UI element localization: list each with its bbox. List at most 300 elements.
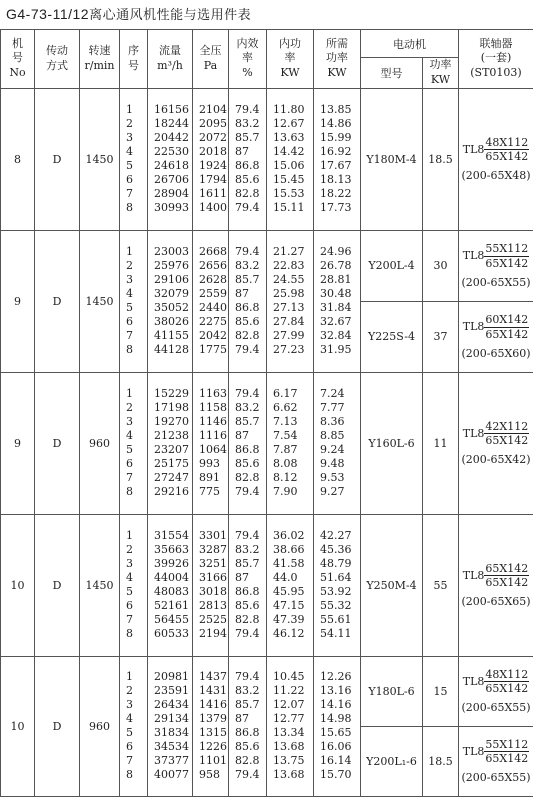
cell-value: 29106 (154, 273, 189, 287)
cell-value: 45.95 (273, 585, 305, 599)
header-text: (ST0103) (470, 66, 522, 80)
cell-value: 79.4 (235, 485, 260, 499)
header-required-power (314, 30, 361, 89)
cell-value: 32.67 (320, 315, 352, 329)
cell-value: 2628 (199, 273, 227, 287)
coupling-type: TL8 (462, 320, 485, 334)
cell-value: 79.4 (235, 343, 260, 357)
cell-value: 2668 (199, 244, 227, 258)
header-text: 传动 (46, 44, 68, 57)
cell-value: 1400 (199, 201, 227, 215)
cell-value: 1116 (199, 429, 227, 443)
cell-value: 85.7 (235, 698, 260, 712)
coupling-numerator: 55X112 (485, 242, 529, 256)
header-motor-power (423, 58, 459, 89)
cell-value: 41155 (154, 329, 189, 343)
cell-value: 87 (235, 429, 249, 443)
cell-value: 6 (126, 457, 133, 471)
cell-value: 3 (126, 557, 133, 571)
cell-value: 46.12 (273, 627, 305, 641)
cell-value: 47.15 (273, 599, 305, 613)
cell-value: 23591 (154, 683, 189, 697)
cell-value: 79.4 (235, 627, 260, 641)
cell-motor-power: 15 (423, 656, 459, 726)
header-text: r/min (84, 58, 115, 72)
cell-value: 12.77 (273, 712, 305, 726)
coupling-fraction (484, 242, 529, 269)
header-text: 序 (128, 44, 139, 57)
cell-required-power (314, 514, 361, 656)
header-text: 率 (284, 51, 296, 65)
cell-value: 6.17 (273, 386, 298, 400)
header-pressure (193, 30, 229, 89)
cell-value: 2104 (199, 102, 227, 116)
cell-required-power (314, 88, 361, 230)
cell-value: 54.11 (320, 627, 352, 641)
cell-value: 6 (126, 740, 133, 754)
cell-required-power (314, 230, 361, 372)
cell-value: 1775 (199, 343, 227, 357)
cell-value: 9.48 (320, 457, 345, 471)
coupling-numerator: 42X112 (485, 419, 529, 433)
cell-value: 83.2 (235, 400, 260, 414)
coupling-numerator: 48X112 (485, 135, 529, 149)
cell-value: 27247 (154, 471, 189, 485)
coupling-fraction (484, 136, 529, 163)
cell-value: 87 (235, 145, 249, 159)
cell-value: 8.12 (273, 471, 298, 485)
cell-flow (148, 372, 193, 514)
cell-value: 7.54 (273, 429, 298, 443)
cell-value: 12.67 (273, 116, 305, 130)
cell-value: 29134 (154, 712, 189, 726)
header-text: 率 (242, 51, 253, 65)
cell-pressure (193, 514, 229, 656)
cell-value: 6 (126, 599, 133, 613)
cell-value: 9.24 (320, 443, 345, 457)
cell-value: 1431 (199, 683, 227, 697)
cell-motor-model: Y200L-4 (361, 230, 423, 301)
cell-value: 83.2 (235, 258, 260, 272)
header-text: 全压 (199, 44, 222, 57)
cell-value: 79.4 (235, 669, 260, 683)
cell-internal-power (267, 514, 314, 656)
cell-value: 79.4 (235, 244, 260, 258)
cell-value: 86.8 (235, 443, 260, 457)
performance-table (0, 29, 533, 797)
cell-value: 20442 (154, 131, 189, 145)
cell-value: 1 (126, 244, 133, 258)
coupling-code: (200-65X55) (461, 771, 531, 785)
header-text: m³/h (157, 58, 183, 72)
cell-value: 12.07 (273, 698, 305, 712)
cell-value: 1611 (199, 187, 227, 201)
cell-value: 37377 (154, 754, 189, 768)
cell-motor-power: 18.5 (423, 88, 459, 230)
cell-value: 48083 (154, 585, 189, 599)
cell-value: 3 (126, 698, 133, 712)
cell-value: 3 (126, 273, 133, 287)
cell-value: 85.6 (235, 315, 260, 329)
cell-value: 44128 (154, 343, 189, 357)
cell-value: 4 (126, 429, 133, 443)
cell-speed: 960 (80, 372, 120, 514)
header-text: (一套) (480, 51, 512, 65)
cell-value: 18.22 (320, 187, 352, 201)
cell-value: 1 (126, 102, 133, 116)
cell-value: 2656 (199, 258, 227, 272)
header-text: 流量 (159, 44, 181, 57)
cell-value: 9.27 (320, 485, 345, 499)
cell-value: 3018 (199, 585, 227, 599)
cell-value: 35052 (154, 301, 189, 315)
cell-value: 8.36 (320, 415, 345, 429)
coupling-numerator: 48X112 (485, 667, 529, 681)
header-text: KW (280, 66, 300, 80)
cell-value: 14.42 (273, 145, 305, 159)
cell-value: 27.99 (273, 329, 305, 343)
cell-value: 26.78 (320, 258, 352, 272)
cell-motor-power: 55 (423, 514, 459, 656)
cell-value: 85.6 (235, 173, 260, 187)
cell-value: 22.83 (273, 258, 305, 272)
header-coupling (459, 30, 533, 89)
cell-value: 31.95 (320, 343, 352, 357)
cell-value: 2525 (199, 613, 227, 627)
cell-drive: D (35, 514, 80, 656)
header-internal-power (267, 30, 314, 89)
cell-value: 87 (235, 571, 249, 585)
header-text: Pa (203, 58, 218, 72)
cell-value: 17.73 (320, 201, 352, 215)
cell-internal-power (267, 88, 314, 230)
header-text: 机 (12, 36, 23, 50)
cell-value: 31.84 (320, 301, 352, 315)
cell-speed: 1450 (80, 514, 120, 656)
cell-value: 14.16 (320, 698, 352, 712)
cell-value: 28.81 (320, 273, 352, 287)
cell-value: 19270 (154, 415, 189, 429)
cell-coupling (459, 230, 533, 301)
cell-value: 3301 (199, 528, 227, 542)
cell-value: 7.87 (273, 443, 298, 457)
cell-value: 83.2 (235, 116, 260, 130)
cell-value: 45.36 (320, 542, 352, 556)
cell-value: 1101 (199, 754, 227, 768)
cell-value: 21.27 (273, 244, 305, 258)
cell-value: 79.4 (235, 528, 260, 542)
cell-efficiency (229, 656, 267, 796)
cell-value: 7.77 (320, 400, 345, 414)
cell-drive: D (35, 372, 80, 514)
cell-seq (120, 230, 148, 372)
coupling-numerator: 60X142 (485, 313, 529, 327)
cell-flow (148, 88, 193, 230)
cell-value: 28904 (154, 187, 189, 201)
cell-value: 27.84 (273, 315, 305, 329)
cell-value: 7.24 (320, 386, 345, 400)
cell-value: 958 (199, 768, 220, 782)
cell-value: 48.79 (320, 557, 352, 571)
cell-value: 21238 (154, 429, 189, 443)
cell-value: 82.8 (235, 754, 260, 768)
cell-value: 1146 (199, 415, 227, 429)
cell-value: 2072 (199, 131, 227, 145)
cell-no: 8 (1, 88, 35, 230)
cell-value: 86.8 (235, 301, 260, 315)
header-text: 号 (12, 51, 23, 65)
cell-value: 2 (126, 400, 133, 414)
cell-value: 2 (126, 116, 133, 130)
cell-value: 41.58 (273, 557, 305, 571)
cell-coupling (459, 301, 533, 372)
coupling-denominator: 65X142 (485, 327, 529, 341)
cell-value: 47.39 (273, 613, 305, 627)
cell-value: 15.06 (273, 159, 305, 173)
header-machine-no (1, 30, 35, 89)
cell-value: 7 (126, 329, 133, 343)
cell-value: 32079 (154, 287, 189, 301)
cell-flow (148, 514, 193, 656)
cell-internal-power (267, 656, 314, 796)
cell-value: 2 (126, 683, 133, 697)
cell-value: 15.65 (320, 726, 352, 740)
cell-seq (120, 88, 148, 230)
cell-motor-model: Y160L-6 (361, 372, 423, 514)
cell-speed: 960 (80, 656, 120, 796)
cell-efficiency (229, 372, 267, 514)
coupling-numerator: 55X112 (485, 737, 529, 751)
header-text: 转速 (88, 44, 111, 57)
cell-no: 10 (1, 656, 35, 796)
cell-value: 56455 (154, 613, 189, 627)
cell-value: 82.8 (235, 613, 260, 627)
cell-value: 16156 (154, 102, 189, 116)
header-text: 内功 (279, 36, 301, 50)
cell-value: 15.53 (273, 187, 305, 201)
cell-value: 8.85 (320, 429, 345, 443)
cell-value: 25976 (154, 258, 189, 272)
cell-value: 16.92 (320, 145, 352, 159)
cell-value: 2194 (199, 627, 227, 641)
title-text: 离心通风机性能与选用件表 (89, 8, 252, 23)
cell-motor-model: Y180M-4 (361, 88, 423, 230)
cell-value: 14.98 (320, 712, 352, 726)
cell-value: 2275 (199, 315, 227, 329)
cell-value: 1437 (199, 669, 227, 683)
cell-value: 82.8 (235, 329, 260, 343)
coupling-type: TL8 (462, 249, 485, 263)
cell-motor-model: Y200L₁-6 (361, 726, 423, 796)
header-text: KW (430, 72, 451, 86)
cell-value: 1416 (199, 698, 227, 712)
header-text: 内效 (236, 36, 259, 50)
cell-value: 13.16 (320, 683, 352, 697)
cell-value: 7 (126, 471, 133, 485)
cell-value: 86.8 (235, 726, 260, 740)
cell-value: 22530 (154, 145, 189, 159)
cell-value: 24.96 (320, 244, 352, 258)
cell-value: 18.13 (320, 173, 352, 187)
cell-value: 26706 (154, 173, 189, 187)
cell-value: 1163 (199, 386, 227, 400)
cell-value: 1794 (199, 173, 227, 187)
cell-value: 27.23 (273, 343, 305, 357)
header-flow (148, 30, 193, 89)
cell-value: 3251 (199, 557, 227, 571)
cell-value: 60533 (154, 627, 189, 641)
header-text: KW (327, 66, 347, 80)
coupling-fraction (484, 562, 529, 589)
cell-pressure (193, 230, 229, 372)
coupling-fraction (484, 668, 529, 695)
coupling-denominator: 65X142 (485, 576, 529, 590)
cell-value: 7.13 (273, 415, 298, 429)
cell-value: 5 (126, 443, 133, 457)
cell-value: 85.6 (235, 599, 260, 613)
cell-value: 2042 (199, 329, 227, 343)
cell-motor-power: 18.5 (423, 726, 459, 796)
cell-value: 2018 (199, 145, 227, 159)
cell-value: 87 (235, 287, 249, 301)
coupling-type: TL8 (462, 569, 485, 582)
cell-value: 25.98 (273, 287, 305, 301)
cell-value: 85.7 (235, 131, 260, 145)
cell-value: 6.62 (273, 400, 298, 414)
cell-value: 4 (126, 145, 133, 159)
cell-motor-power: 30 (423, 230, 459, 301)
cell-value: 1226 (199, 740, 227, 754)
coupling-type: TL8 (462, 745, 485, 758)
cell-value: 35663 (154, 542, 189, 556)
cell-value: 79.4 (235, 102, 260, 116)
cell-efficiency (229, 230, 267, 372)
header-row-1 (1, 30, 533, 58)
cell-value: 39926 (154, 557, 189, 571)
cell-value: 55.32 (320, 599, 352, 613)
cell-value: 3 (126, 131, 133, 145)
header-text: 所需 (326, 36, 348, 50)
cell-value: 1 (126, 386, 133, 400)
cell-value: 7 (126, 187, 133, 201)
cell-value: 42.27 (320, 528, 352, 542)
coupling-fraction (484, 738, 529, 765)
cell-value: 13.68 (273, 740, 305, 754)
cell-value: 7 (126, 754, 133, 768)
cell-seq (120, 514, 148, 656)
cell-motor-model: Y225S-4 (361, 301, 423, 372)
header-efficiency (229, 30, 267, 89)
cell-value: 32.84 (320, 329, 352, 343)
cell-value: 25175 (154, 457, 189, 471)
cell-value: 5 (126, 726, 133, 740)
cell-value: 79.4 (235, 386, 260, 400)
cell-speed: 1450 (80, 230, 120, 372)
cell-coupling (459, 656, 533, 726)
coupling-denominator: 65X142 (485, 150, 529, 164)
header-text: 方式 (46, 58, 68, 72)
header-speed (80, 30, 120, 89)
cell-value: 4 (126, 287, 133, 301)
cell-value: 4 (126, 571, 133, 585)
cell-value: 3 (126, 415, 133, 429)
cell-value: 20981 (154, 669, 189, 683)
coupling-code: (200-65X55) (461, 275, 531, 289)
cell-required-power (314, 656, 361, 796)
cell-value: 44.0 (273, 571, 298, 585)
cell-value: 15.70 (320, 768, 352, 782)
group-row (1, 230, 533, 301)
coupling-denominator: 65X142 (485, 434, 529, 448)
cell-value: 775 (199, 485, 220, 499)
cell-value: 11.22 (273, 683, 305, 697)
cell-value: 18244 (154, 116, 189, 130)
cell-value: 38026 (154, 315, 189, 329)
cell-value: 5 (126, 159, 133, 173)
cell-value: 8 (126, 343, 133, 357)
cell-value: 85.7 (235, 273, 260, 287)
group-row (1, 656, 533, 726)
cell-drive: D (35, 656, 80, 796)
cell-value: 29216 (154, 485, 189, 499)
cell-value: 3287 (199, 542, 227, 556)
coupling-type: TL8 (462, 675, 485, 688)
cell-value: 15.11 (273, 201, 305, 215)
cell-coupling (459, 726, 533, 796)
cell-value: 13.63 (273, 131, 305, 145)
cell-value: 34534 (154, 740, 189, 754)
header-text: No (9, 66, 26, 80)
cell-value: 9.53 (320, 471, 345, 485)
cell-value: 993 (199, 457, 220, 471)
cell-value: 13.34 (273, 726, 305, 740)
cell-value: 86.8 (235, 585, 260, 599)
cell-value: 23003 (154, 244, 189, 258)
cell-value: 31834 (154, 726, 189, 740)
cell-value: 6 (126, 315, 133, 329)
cell-value: 891 (199, 471, 220, 485)
coupling-code: (200-65X48) (461, 169, 531, 183)
cell-value: 2 (126, 258, 133, 272)
cell-internal-power (267, 230, 314, 372)
cell-value: 85.7 (235, 557, 260, 571)
cell-internal-power (267, 372, 314, 514)
header-motor-group: 电动机 (361, 30, 459, 58)
title-model: G4-73-11/12 (6, 6, 90, 22)
cell-value: 5 (126, 301, 133, 315)
cell-value: 24.55 (273, 273, 305, 287)
cell-value: 8 (126, 627, 133, 641)
cell-value: 7 (126, 613, 133, 627)
cell-pressure (193, 656, 229, 796)
cell-value: 83.2 (235, 683, 260, 697)
cell-value: 79.4 (235, 201, 260, 215)
cell-pressure (193, 372, 229, 514)
cell-motor-model: Y250M-4 (361, 514, 423, 656)
cell-speed: 1450 (80, 88, 120, 230)
cell-pressure (193, 88, 229, 230)
cell-value: 12.26 (320, 669, 352, 683)
cell-flow (148, 230, 193, 372)
cell-value: 79.4 (235, 768, 260, 782)
cell-value: 31554 (154, 528, 189, 542)
cell-value: 83.2 (235, 542, 260, 556)
cell-value: 15.45 (273, 173, 305, 187)
group-row (1, 372, 533, 443)
coupling-denominator: 65X142 (485, 682, 529, 696)
coupling-fraction (484, 313, 529, 340)
cell-value: 2095 (199, 116, 227, 130)
